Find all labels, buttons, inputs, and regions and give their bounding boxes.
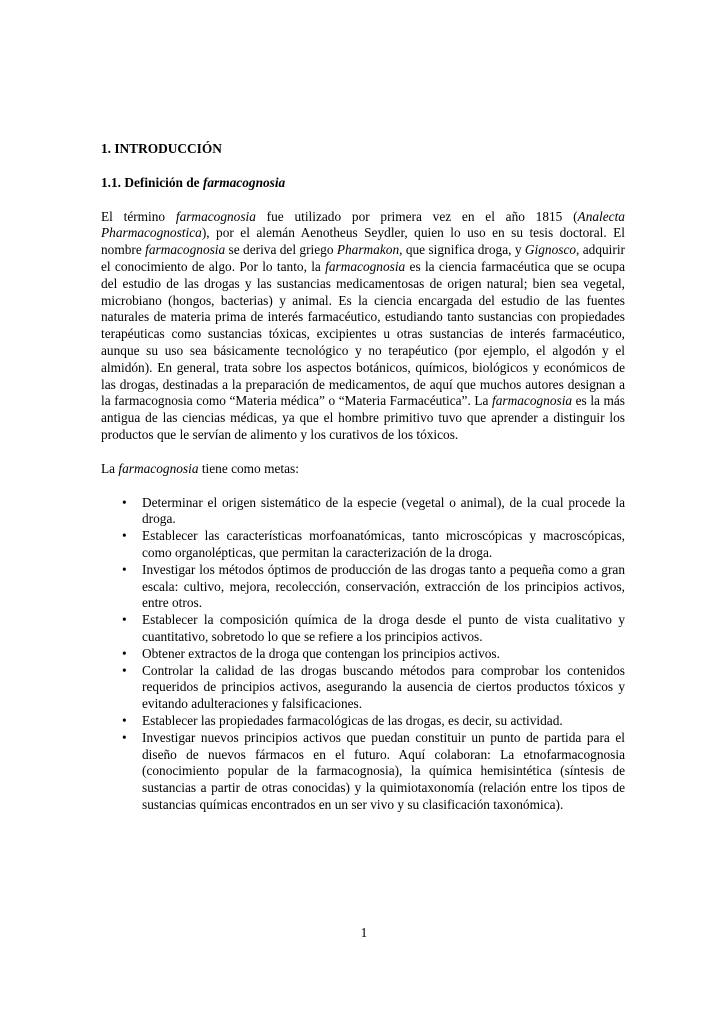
text-run: El término [101, 208, 176, 224]
list-item-text: Investigar nuevos principios activos que puedan constituir un punto de partida para el diseño de nuevos fármacos en el futuro. Aquí colaboran: La etnofarmacognosia (conocimiento popular de la farmacognosia), la química hemisintética (síntesis de sustancias a partir de otras conocidas) y la quimiotaxonomía (relación entre los tipos de sustancias químicas encontrados en un ser vivo y su clasificación taxonómica). [142, 729, 625, 812]
italic-term: farmacognosia [325, 258, 406, 274]
definition-paragraph [101, 209, 625, 444]
goals-intro-suffix: tiene como metas: [198, 460, 299, 476]
bullet-icon: • [122, 712, 127, 728]
italic-term: farmacognosia [175, 208, 256, 224]
italic-term: Gignosco [524, 242, 577, 258]
list-item [101, 495, 625, 529]
bullet-icon: • [122, 494, 127, 510]
text-run: es la más antigua de las ciencias médicas, ya que el hombre primitivo tuvo que aprender a distinguir los productos que le servían de alimento y los curativos de los tóxicos. [101, 393, 625, 442]
subsection-heading-prefix: 1.1. Definición de [101, 174, 203, 190]
list-item-text: Obtener extractos de la droga que contengan los principios activos. [142, 645, 500, 661]
list-item-text: Establecer las características morfoanatómicas, tanto microscópicas y macroscópicas, como organolépticas, que permitan la caracterización de la droga. [142, 528, 625, 560]
subsection-heading-emphasis: farmacognosia [202, 174, 286, 190]
italic-term: Analecta Pharmacognostica [101, 208, 625, 241]
list-item [101, 730, 625, 814]
page-number: 1 [360, 925, 368, 940]
bullet-icon: • [122, 561, 127, 577]
list-item-text: Controlar la calidad de las drogas buscando métodos para comprobar los contenidos requeridos de principios activos, asegurando la ausencia de ciertos productos tóxicos y evitando adulteraciones y falsificaciones. [142, 662, 625, 712]
bullet-icon: • [122, 662, 127, 678]
list-item-text: Establecer las propiedades farmacológicas de las drogas, es decir, su actividad. [142, 712, 563, 728]
section-heading: 1. INTRODUCCIÓN [101, 141, 222, 156]
text-run: ), por el alemán Aenotheus Seydler, quien lo uso en su tesis doctoral. El nombre [101, 225, 625, 258]
bullet-icon: • [122, 729, 127, 745]
bullet-icon: • [122, 528, 127, 544]
list-item [101, 528, 625, 562]
italic-term: farmacognosia [492, 393, 573, 409]
italic-term: Pharmakon [336, 242, 400, 258]
list-item [101, 646, 625, 663]
list-item [101, 713, 625, 730]
text-run: , adquirir el conocimiento de algo. Por lo tanto, la [101, 242, 625, 274]
goals-intro [101, 461, 625, 478]
text-run: fue utilizado por primera vez en el año 1815 ( [255, 208, 578, 224]
text-run: es la ciencia farmacéutica que se ocupa del estudio de las drogas y las sustancias medicamentosas de origen natural; bien sea vegetal, microbiano (hongos, bacterias) y animal. Es la ciencia encargada del estudio de las fuentes naturales de materia prima de interés farmacéutico, estudiando tanto sustancias con propiedades terapéuticas como sustancias tóxicas, excipientes u otras sustancias de interés farmacéutico, aunque su uso sea básicamente tecnológico y no terapéutico (por ejemplo, el algodón y el almidón). En general, trata sobre los aspectos botánicos, químicos, biológicos y económicos de las drogas, destinadas a la preparación de medicamentos, de aquí que muchos autores designan a la farmacognosia como “Materia médica” o “Materia Farmacéutica”. La [101, 258, 625, 409]
goals-intro-prefix: La [101, 460, 119, 476]
list-item-text: Establecer la composición química de la droga desde el punto de vista cualitativo y cuantitativo, sobretodo lo que se refiere a los principios activos. [142, 612, 625, 644]
italic-term: farmacognosia [145, 242, 226, 258]
goals-intro-emphasis: farmacognosia [118, 460, 199, 476]
bullet-icon: • [122, 612, 127, 628]
text-run: , que significa droga, y [399, 242, 525, 258]
subsection-heading [101, 175, 625, 192]
goals-list [101, 495, 625, 814]
list-item-text: Determinar el origen sistemático de la especie (vegetal o animal), de la cual procede la droga. [142, 494, 625, 527]
document-body [101, 141, 625, 814]
bullet-icon: • [122, 645, 127, 661]
list-item [101, 663, 625, 713]
list-item [101, 612, 625, 646]
list-item-text: Investigar los métodos óptimos de producción de las drogas tanto a pequeña como a gran escala: cultivo, mejora, recolección, conservación, extracción de los principios activos, entre otros. [142, 561, 625, 611]
text-run: se deriva del griego [225, 242, 337, 258]
list-item [101, 562, 625, 612]
